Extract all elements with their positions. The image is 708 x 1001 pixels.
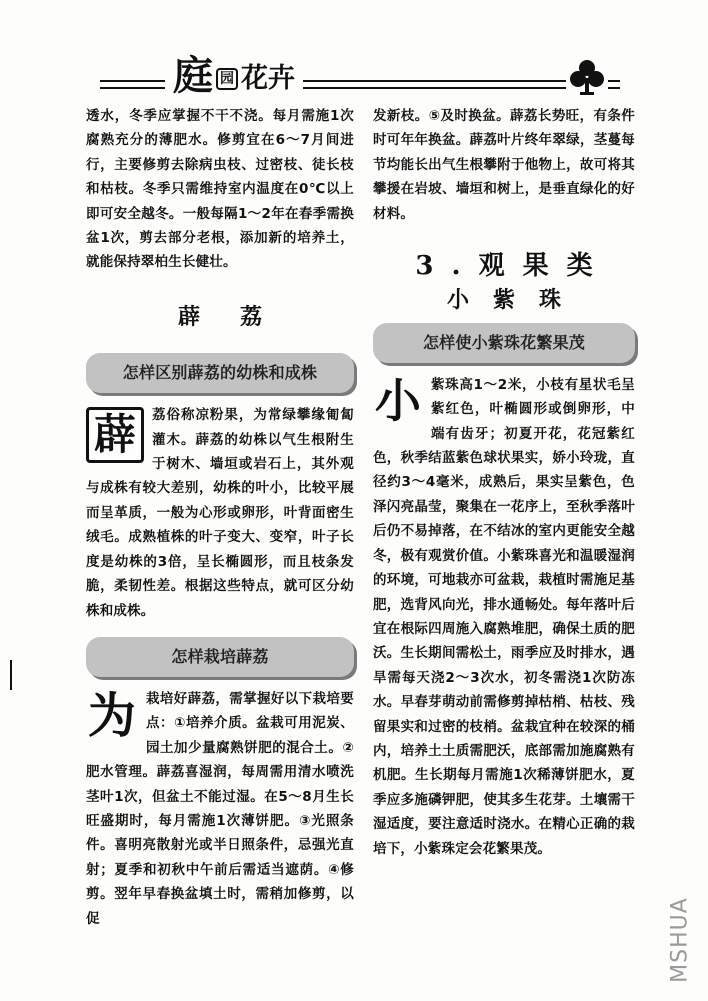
watermark-text: MSHUA: [667, 897, 693, 983]
drop-cap: 为: [87, 687, 137, 744]
section-paragraph-flower-fruit: [373, 373, 635, 861]
margin-mark: [10, 660, 16, 690]
continuation-paragraph: 发新枝。⑤及时换盆。薜荔长势旺，有条件时可年年换盆。薜荔叶片终年翠绿，茎蔓每节均能长出气生根攀附于他物上，故可将其攀援在岩坡、墙垣和树上，是垂直绿化的好材料。: [373, 108, 635, 222]
plant-title-xiaozizhu: 小紫珠: [446, 287, 585, 314]
right-column: [373, 104, 635, 861]
section-banner-distinguish: 怎样区别薜荔的幼株和成株: [86, 353, 354, 393]
section-text: 荔俗称凉粉果，为常绿攀缘匍匐灌木。薜荔的幼株以气生根附生于树木、墙垣或岩石上，其外观与成株有较大差别，幼株的叶小，比较平展而呈革质，一般为心形或卵形，叶背面密生绒毛。成熟植株的叶子变大、变窄，叶子长度是幼株的3倍，呈长椭圆形，而且枝条发脆，柔韧性差。根据这些特点，就可区分幼株和成株。: [86, 407, 354, 619]
drop-cap: 薜: [86, 407, 144, 463]
section-banner-flower-fruit: 怎样使小紫珠花繁果茂: [373, 323, 635, 363]
watermark: [660, 885, 700, 995]
drop-cap: 小: [374, 373, 422, 428]
page-header: [100, 52, 620, 102]
section-banner-cultivate: 怎样栽培薜荔: [86, 637, 354, 677]
section-paragraph-distinguish: [86, 403, 354, 623]
header-title-big: 庭: [173, 52, 213, 99]
plant-title-bili: 薜荔: [177, 303, 302, 330]
clover-icon: [566, 56, 608, 98]
header-title: [165, 52, 303, 99]
category-title: 3.观果类: [415, 251, 611, 282]
section-text: 紫珠高1～2米，小枝有星状毛呈紫红色，叶椭圆形或倒卵形，中端有齿牙；初夏开花，花冠紫红色，秋季结蓝紫色球状果实，娇小玲珑，直径约3～4毫米，成熟后，果实呈紫色，色泽闪亮晶莹，聚集在一花序上，至秋季落叶后仍不易掉落，在不结冰的室内更能安全越冬，极有观赏价值。小紫珠喜光和温暖湿润的环境，可地栽亦可盆栽，栽植时需施足基肥，选背风向光，排水通畅处。每年落叶后宜在根际四周施入腐熟堆肥，确保土质的肥沃。生长期间需松土，雨季应及时排水，遇旱需每天浇2～3次水，初冬需浇1次防冻水。早春芽萌动前需修剪掉枯梢、枯枝、残留果实和过密的枝梢。盆栽宜种在较深的桶内，培养土土质需肥沃，底部需加施腐熟有机肥。生长期每月需施1次稀薄饼肥水，夏季应多施磷钾肥，使其多生花芽。土壤需干湿适度，要注意适时浇水。在精心正确的栽培下，小紫珠定会花繁果茂。: [373, 376, 635, 857]
header-title-box: 园: [216, 68, 238, 90]
intro-paragraph: 透水，冬季应掌握不干不浇。每月需施1次腐熟充分的薄肥水。修剪宜在6～7月间进行，主要修剪去除病虫枝、过密枝、徒长枝和枯枝。冬季只需维持室内温度在0℃以上即可安全越冬。一般每隔1～2年在春季需换盆1次，剪去部分老根，添加新的培养土，就能保持翠柏生长健壮。: [86, 108, 354, 271]
header-title-rest: 花卉: [241, 63, 295, 94]
section-paragraph-cultivate: [86, 687, 354, 931]
left-column: [86, 104, 354, 931]
section-text: 栽培好薜荔，需掌握好以下栽培要点：①培养介质。盆栽可用泥炭、园土加少量腐熟饼肥的混合土。②肥水管理。薜荔喜湿润，每周需用清水喷洗茎叶1次，但盆土不能过湿。在5～8月生长旺盛期时，每月需施1次薄饼肥。③光照条件。喜明亮散射光或半日照条件，忌强光直射；夏季和初秋中午前后需适当遮荫。④修剪。翌年早春换盆填土时，需稍加修剪，以促: [86, 690, 354, 927]
